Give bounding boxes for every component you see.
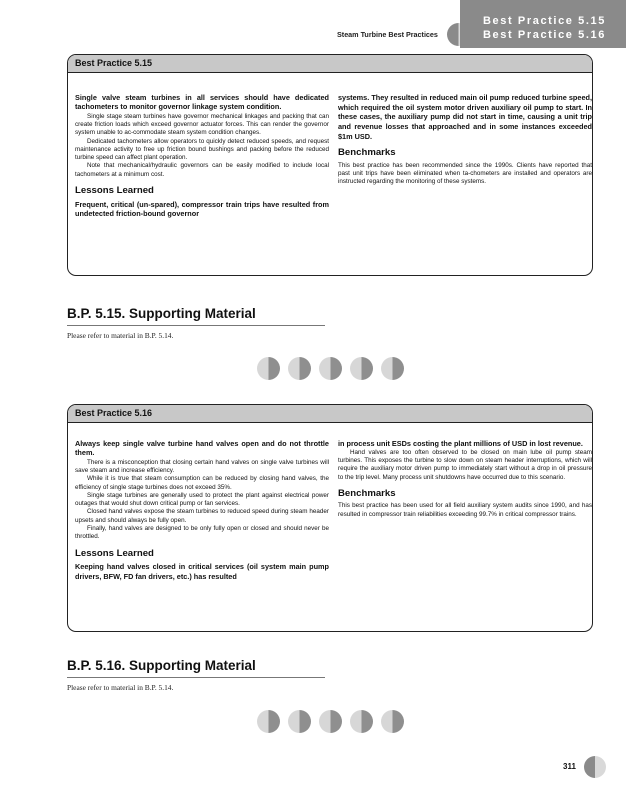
divider-dot — [381, 710, 404, 733]
bp516-lessons-heading: Lessons Learned — [75, 547, 154, 559]
bp515-lessons-continued: systems. They resulted in reduced main oil pump reduced turbine speed, which required the oil system motor driven auxiliary oil pump to start. In these cases, the auxiliary pump did not start in time, causing a unit trip and revenue losses that approached and in some instances exceeded $1m USD. — [338, 93, 592, 141]
page-number: 311 — [563, 762, 576, 771]
bp516-right-column — [338, 439, 592, 519]
bp516-paragraph: Single stage turbines are generally used to protect the plant against electrical power outages that would shut down critical pump or fan services. — [75, 491, 329, 508]
supporting-material-515-rule — [67, 325, 325, 326]
bp516-paragraph: While it is true that steam consumption can be reduced by closing hand valves, the efficiency of single stage turbines does not exceed 35%. — [75, 475, 329, 491]
supporting-material-516-text: Please refer to material in B.P. 5.14. — [67, 683, 174, 692]
supporting-material-515-title: B.P. 5.15. Supporting Material — [67, 306, 256, 321]
bp516-paragraph: There is a misconception that closing certain hand valves on single valve turbines will save steam and increase efficiency. — [75, 458, 329, 474]
bp515-benchmarks-text: This best practice has been recommended since the 1990s. Clients have reported that past unit trips have been eliminated when ta-chometers are installed and operators are instructed regarding the monitoring of these systems. — [338, 161, 592, 186]
bp516-paragraph: Finally, hand valves are designed to be only fully open or closed and should never be throttled. — [75, 525, 329, 541]
bp516-left-column — [75, 439, 329, 582]
bp515-lead: Single valve steam turbines in all services should have dedicated tachometers to monitor governor linkage system condition. — [75, 93, 329, 112]
best-practice-516-title: Best Practice 5.16 — [75, 408, 153, 418]
best-practice-515-title: Best Practice 5.15 — [75, 58, 153, 68]
divider-dot — [350, 710, 373, 733]
supporting-material-515-text: Please refer to material in B.P. 5.14. — [67, 331, 174, 340]
best-practice-516-title-bar — [68, 405, 592, 423]
divider-dot — [257, 357, 280, 380]
bp515-paragraph: Single stage steam turbines have governor mechanical linkages and packing that can create friction loads which exceed governor actuator forces. This can render the governor system unable to ac-commodate steam system condition changes. — [75, 112, 329, 137]
bp516-lead: Always keep single valve turbine hand valves open and do not throttle them. — [75, 439, 329, 458]
bp516-paragraph: Hand valves are too often observed to be closed on main lube oil pump steam turbines. This exposes the turbine to slow down on steam header interruptions, which will require the auxiliary motor driven pump to immediately start without a drop in oil pressure to the trip level. Many process unit shutdowns have occurred due to this scenario. — [338, 448, 592, 481]
bp516-paragraph: Closed hand valves expose the steam turbines to reduced speed during steam header upsets and should always be fully open. — [75, 508, 329, 524]
bp516-benchmarks-heading: Benchmarks — [338, 487, 396, 499]
bp515-lessons-text: Frequent, critical (un-spared), compressor train trips have resulted from undetected friction-bound governor — [75, 199, 329, 219]
bp515-left-column — [75, 93, 329, 219]
section-divider-dots — [257, 710, 407, 734]
section-divider-dots — [257, 357, 407, 381]
supporting-material-516-title: B.P. 5.16. Supporting Material — [67, 658, 256, 673]
best-practice-515-box — [67, 54, 593, 276]
bp515-paragraph: Note that mechanical/hydraulic governors can be easily modified to include local tachometers at a minimum cost. — [75, 162, 329, 178]
divider-dot — [319, 710, 342, 733]
bp515-right-column — [338, 93, 592, 187]
bp515-benchmarks-heading: Benchmarks — [338, 147, 396, 159]
header-tab-line2: Best Practice 5.16 — [483, 29, 606, 41]
header-tab — [460, 0, 626, 48]
bp516-lessons-continued: in process unit ESDs costing the plant millions of USD in lost revenue. — [338, 439, 583, 448]
best-practice-515-title-bar — [68, 55, 592, 73]
bp516-lessons-text: Keeping hand valves closed in critical services (oil system main pump drivers, BFW, FD fan drivers, etc.) has resulted — [75, 562, 329, 581]
bp515-lessons-heading: Lessons Learned — [75, 185, 154, 197]
header-tab-line1: Best Practice 5.15 — [483, 15, 606, 27]
running-title: Steam Turbine Best Practices — [337, 30, 438, 39]
bp516-benchmarks-text: This best practice has been used for all field auxiliary system audits since 1990, and has resulted in compressor train reliabilities exceeding 99.7% in critical compressor trains. — [338, 502, 592, 518]
divider-dot — [350, 357, 373, 380]
divider-dot — [288, 710, 311, 733]
footer-disc-ornament — [584, 756, 606, 778]
supporting-material-516-rule — [67, 677, 325, 678]
divider-dot — [319, 357, 342, 380]
divider-dot — [288, 357, 311, 380]
divider-dot — [381, 357, 404, 380]
best-practice-516-box — [67, 404, 593, 632]
bp515-paragraph: Dedicated tachometers allow operators to quickly detect reduced speeds, and request maintenance activity to free up friction bound bushings and packing before the reduced turbine speed can affect plant operation. — [75, 137, 329, 162]
divider-dot — [257, 710, 280, 733]
